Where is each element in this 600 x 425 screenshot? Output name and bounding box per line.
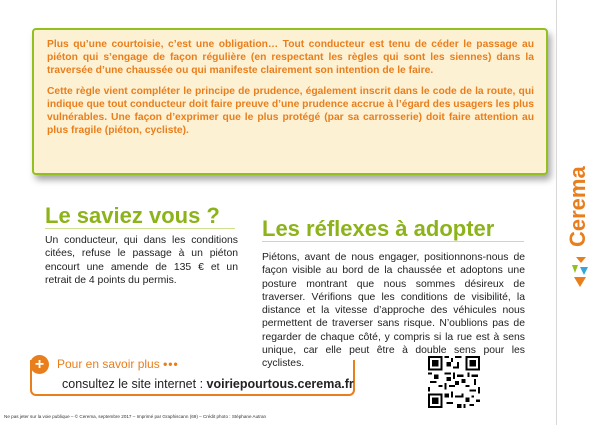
reflexes-title: Les réflexes à adopter xyxy=(262,216,495,241)
reflexes-divider xyxy=(262,241,524,242)
more-info-label xyxy=(57,357,179,371)
footer-credits: Ne pas jeter sur la voie publique – © Cerema, septembre 2017 – Imprimé par Graphiscann (69) – Crédit photo : Stéphane Autran xyxy=(4,414,267,419)
saviez-vous-title: Le saviez vous ? xyxy=(45,203,220,228)
plus-icon: + xyxy=(30,355,49,374)
dots-icon: ••• xyxy=(163,357,179,371)
consult-text: consultez le site internet : xyxy=(62,377,207,391)
reflexes-text: Piétons, avant de nous engager, positionnons-nous de façon visible au bord de la chaussée et adoptons une posture montrant que nous sommes désireux de traverser. Vérifions que les conditions de visibilité, la distance et la vitesse d’approche des véhicules nous permettent de traverser sans risque. N’oublions pas de regarder de chaque côté, y compris si la rue est à sens unique, car elle peut être à double sens pour les cyclistes. xyxy=(262,252,525,370)
saviez-vous-text: Un conducteur, qui dans les conditions citées, refuse le passage à un piéton encourt une amende de 135 € et un retrait de 4 points du permis. xyxy=(45,235,238,286)
more-info-label-text: Pour en savoir plus xyxy=(57,357,160,371)
cerema-logo xyxy=(565,135,591,295)
saviez-vous-divider xyxy=(45,228,235,229)
cerema-symbol-icon xyxy=(572,257,588,287)
consult-line xyxy=(62,377,354,392)
obligation-paragraph-1: Plus qu’une courtoisie, c’est une obligation… Tout conducteur est tenu de céder le passage au piéton qui s’engage de façon régulière (en respectant les règles qui sont les siennes) dans la traversée d’une chaussée ou qui manifeste clairement son intention de le faire. xyxy=(47,39,534,77)
website-link[interactable]: voiriepourtous.cerema.fr xyxy=(206,377,354,391)
cerema-wordmark: Cerema xyxy=(565,166,590,247)
obligation-paragraph-2: Cette règle vient compléter le principe de prudence, également inscrit dans le code de la route, qui indique que tout conducteur doit faire preuve d’une prudence accrue à l’égard des usagers les plus vulnérables. Une façon d’exprimer que le plus protégé (par sa carrosserie) doit faire attention au plus fragile (piéton, cycliste). xyxy=(47,85,534,137)
obligation-box xyxy=(32,28,548,175)
qr-code-icon[interactable] xyxy=(428,356,480,408)
